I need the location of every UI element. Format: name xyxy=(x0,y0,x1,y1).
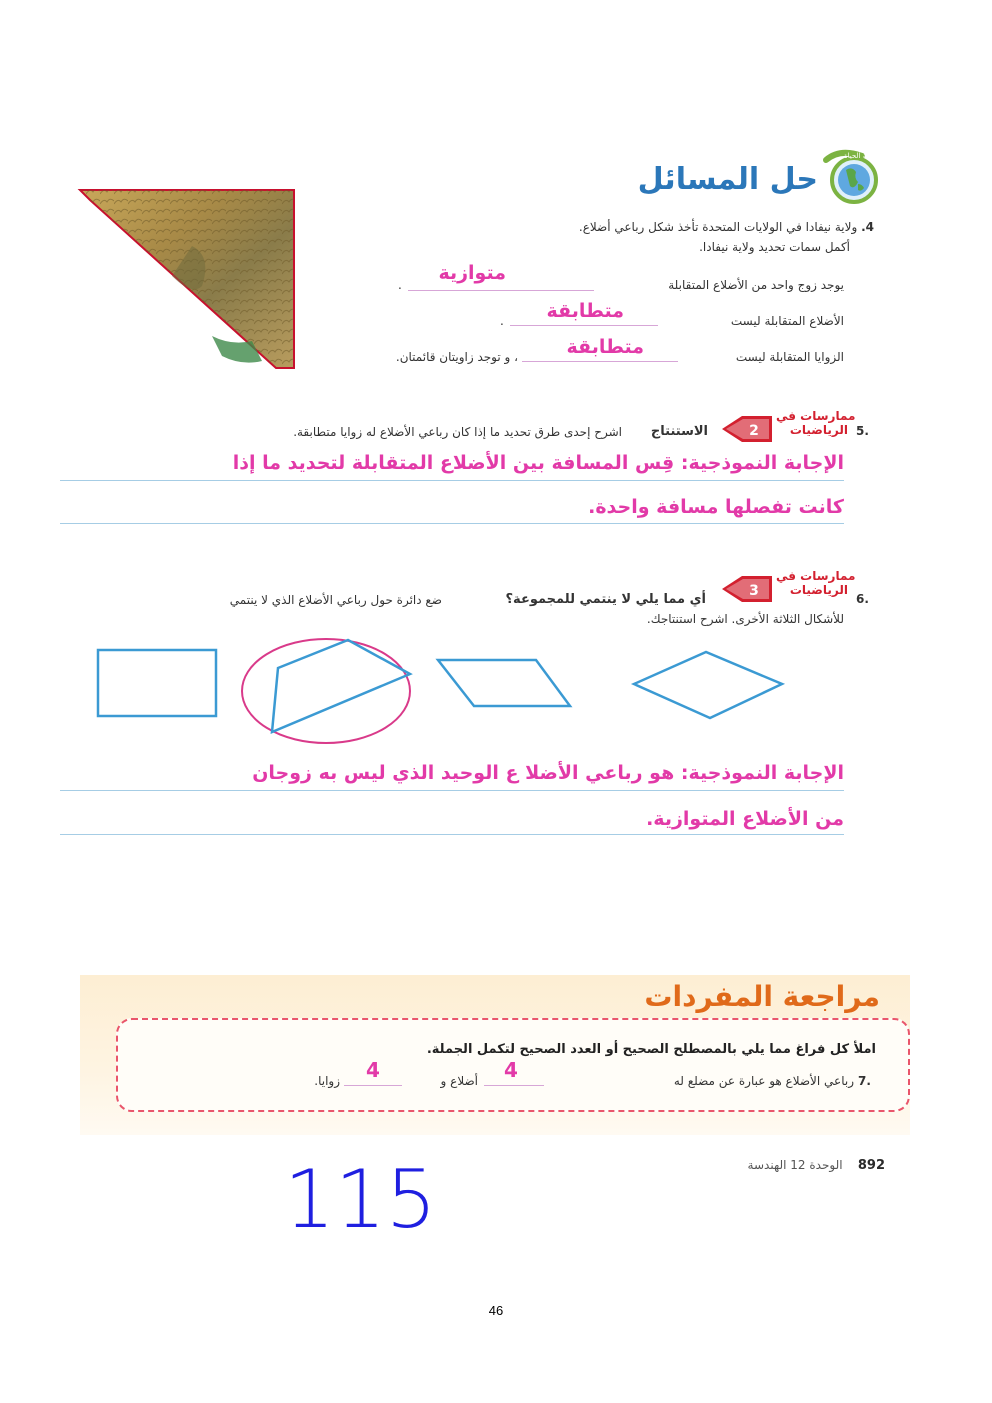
q5-number: 5. xyxy=(856,424,869,438)
q5-text: اشرح إحدى طرق تحديد ما إذا كان رباعي الأضلاع له زوايا متطابقة. xyxy=(293,425,622,439)
arrow-badge-icon xyxy=(720,574,774,604)
q7-part2: أضلاع و xyxy=(440,1074,478,1088)
q5-badge-line2: الرياضيات xyxy=(789,423,848,437)
handwritten-number-text: 115 xyxy=(284,1153,437,1246)
q6-badge-line2: الرياضيات xyxy=(789,583,848,597)
q6-answer-line2: من الأضلاع المتوازية. xyxy=(646,808,844,830)
q4-text-line2: أكمل سمات تحديد ولاية نيفادا. xyxy=(699,240,850,254)
q6-text: ضع دائرة حول رباعي الأضلاع الذي لا ينتمي xyxy=(229,593,442,607)
q6-text-line2: للأشكال الثلاثة الأخرى. اشرح استنتاجك. xyxy=(646,612,844,626)
footer-page-code: 892 xyxy=(857,1158,885,1173)
parallelogram-shape[interactable] xyxy=(438,660,570,706)
q5-answer-line1: الإجابة النموذجية: قِس المسافة بين الأضلاع المتقابلة لتحديد ما إذا xyxy=(232,452,844,474)
q4-row2-answer: متطابقة xyxy=(546,300,624,322)
footer-unit: الوحدة 12 الهندسة xyxy=(747,1158,843,1172)
q7-blank2[interactable] xyxy=(344,1085,402,1086)
q7-number: 7. xyxy=(858,1074,871,1088)
q7-answer1: 4 xyxy=(504,1058,518,1082)
handwritten-number xyxy=(280,1153,437,1246)
q4-row3-answer: متطابقة xyxy=(566,336,644,358)
page-number: 46 xyxy=(488,1303,504,1318)
arrow-badge-icon xyxy=(720,414,774,444)
badge-text: أهمية الحياة xyxy=(844,152,879,160)
q4-row2-text: الأضلاع المتقابلة ليست xyxy=(730,314,844,328)
q4-row2-blank[interactable] xyxy=(510,325,658,326)
q7-part1: رباعي الأضلاع هو عبارة عن مضلع له xyxy=(673,1074,854,1088)
footer-page-ref xyxy=(640,1158,885,1173)
q6-answer-line1: الإجابة النموذجية: هو رباعي الأضلا ع الوحيد الذي ليس به زوجان xyxy=(252,762,844,784)
q7-blank1[interactable] xyxy=(484,1085,544,1086)
q4-row1-blank[interactable] xyxy=(408,290,594,291)
nevada-map-image xyxy=(72,186,298,371)
q6-answer-rule2[interactable] xyxy=(60,834,844,835)
q5-badge-num: 2 xyxy=(749,423,759,439)
q6-practice-badge xyxy=(710,568,856,608)
section-title: حل المسائل xyxy=(637,162,818,197)
globe-icon xyxy=(818,146,886,206)
q4-line1 xyxy=(380,220,874,234)
q5-badge-line1: ممارسات في xyxy=(776,409,856,423)
q5-keyword: الاستنتاج xyxy=(650,424,708,439)
q7-part3: زوايا. xyxy=(314,1074,340,1088)
q6-number: 6. xyxy=(856,592,869,606)
q5-practice-badge xyxy=(710,408,856,448)
q6-shapes xyxy=(80,630,800,750)
rhombus-shape[interactable] xyxy=(634,652,782,718)
q4-text-line1: ولاية نيفادا في الولايات المتحدة تأخذ شكل رباعي أضلاع. xyxy=(578,220,858,234)
q4-row1-end: . xyxy=(398,278,402,292)
q7-answer2: 4 xyxy=(366,1058,380,1082)
rectangle-shape[interactable] xyxy=(98,650,216,716)
trapezium-shape[interactable] xyxy=(272,640,410,732)
q4-row1-answer: متوازية xyxy=(438,262,506,284)
q4-row3-blank[interactable] xyxy=(522,361,678,362)
q6-keyword: أي مما يلي لا ينتمي للمجموعة؟ xyxy=(505,592,706,607)
q4-row3-text: الزوايا المتقابلة ليست xyxy=(735,350,844,364)
q6-answer-rule1[interactable] xyxy=(60,790,844,791)
q4-row2-end: . xyxy=(500,314,504,328)
q4-row3-end: ، و توجد زاويتان قائمتان. xyxy=(395,350,518,364)
q5-answer-rule2[interactable] xyxy=(60,523,844,524)
vocab-instruction: املأ كل فراغ مما يلي بالمصطلح الصحيح أو العدد الصحيح لتكمل الجملة. xyxy=(426,1042,876,1057)
q4-row1-text: يوجد زوج واحد من الأضلاع المتقابلة xyxy=(668,278,844,292)
vocab-title: مراجعة المفردات xyxy=(644,980,880,1013)
q5-answer-rule1[interactable] xyxy=(60,480,844,481)
q6-badge-num: 3 xyxy=(749,583,759,599)
q4-number: 4. xyxy=(861,220,874,234)
circle-mark xyxy=(242,639,410,743)
q5-answer-line2: كانت تفصلها مسافة واحدة. xyxy=(588,496,844,518)
q6-badge-line1: ممارسات في xyxy=(776,569,856,583)
